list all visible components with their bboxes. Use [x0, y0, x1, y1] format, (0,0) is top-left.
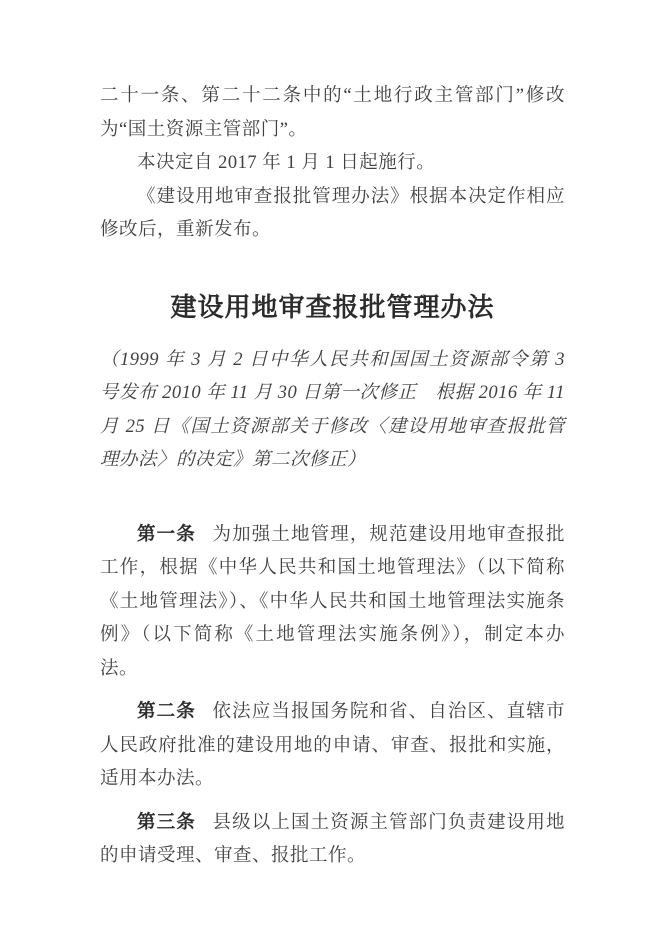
article-text: 为加强土地管理，规范建设用地审查报批工作，根据《中华人民共和国土地管理法》（以下简称《土地管理法》）、《中华人民共和国土地管理法实施条例》（以下简称《土地管理法实施条例》），制定本办法。: [100, 524, 565, 679]
article-text: 县级以上国土资源主管部门负责建设用地的申请受理、审查、报批工作。: [100, 812, 565, 866]
article-number: 第一条: [137, 522, 196, 544]
document-preamble: （1999 年 3 月 2 日中华人民共和国国土资源部令第 3 号发布 2010 年 11 月 30 日第一次修正 根据 2016 年 11 月 25 日《国土资源部关于修改〈建设用地审查报批管理办法〉的决定》第二次修正）: [100, 349, 565, 470]
paragraph: 本决定自 2017 年 1 月 1 日起施行。: [137, 153, 436, 173]
article-paragraph: [100, 517, 565, 687]
document-title: 建设用地审查报批管理办法: [170, 291, 495, 322]
article-number: 第三条: [137, 810, 196, 832]
paragraph: 《建设用地审查报批管理办法》根据本决定作相应修改后，重新发布。: [100, 186, 565, 240]
article-number: 第二条: [137, 700, 196, 721]
article-text: 依法应当报国务院和省、自治区、直辖市人民政府批准的建设用地的申请、审查、报批和实施，适用本办法。: [100, 702, 565, 789]
article-paragraph: [100, 805, 565, 874]
article-paragraph: [100, 694, 565, 797]
articles: [100, 517, 565, 874]
continuation-block: [100, 80, 565, 248]
paragraph: 二十一条、第二十二条中的“土地行政主管部门”修改为“国土资源主管部门”。: [100, 86, 565, 140]
